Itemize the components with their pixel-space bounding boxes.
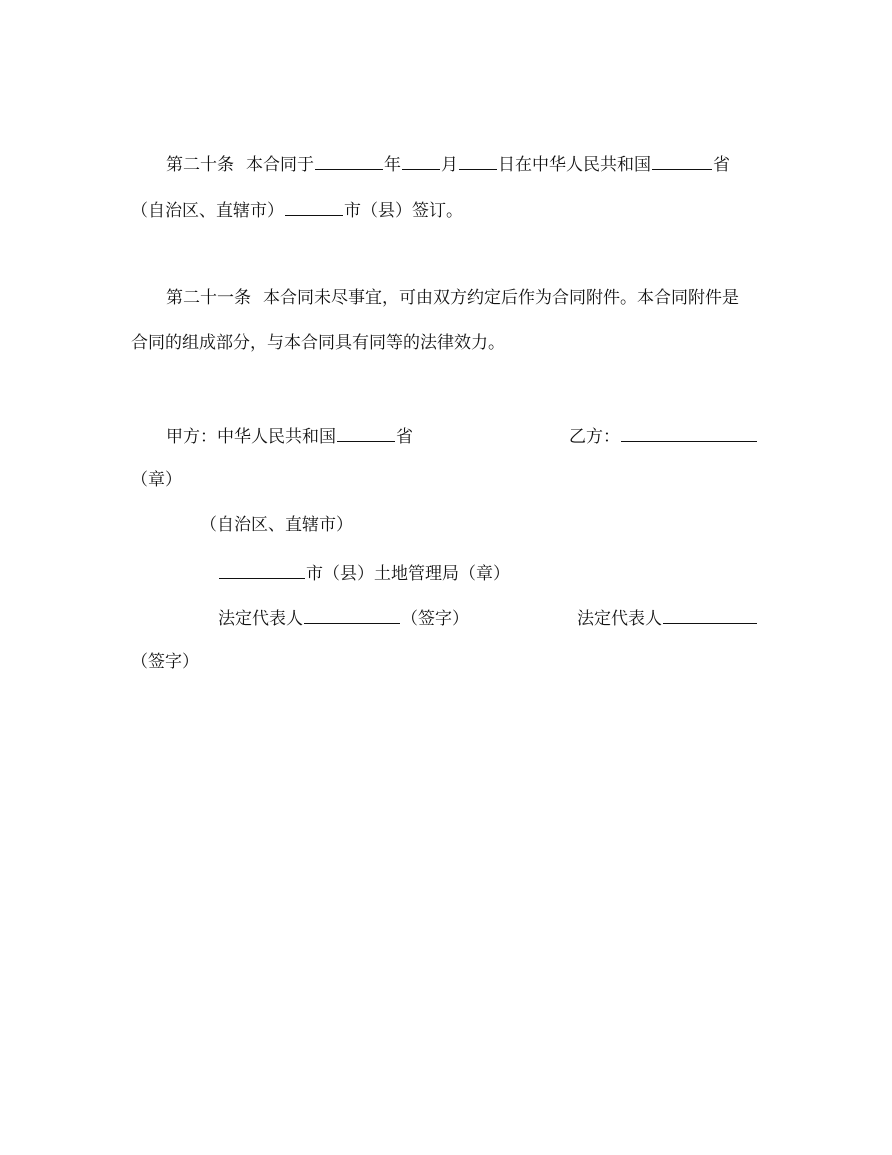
rep-a-blank: [304, 608, 400, 624]
article-21-line-1: [166, 290, 739, 307]
article-21-line-2: [131, 335, 505, 352]
party-a-line: [166, 426, 413, 446]
party-a-label: 甲方：中华人民共和国: [166, 427, 336, 447]
bureau-blank: [219, 563, 305, 579]
rep-b-label: 法定代表人: [577, 609, 662, 629]
party-b-blank: [621, 426, 757, 442]
seal-line: [131, 472, 182, 489]
article-20-label: 第二十条: [166, 155, 234, 175]
day-blank: [459, 154, 497, 170]
rep-a-label: 法定代表人: [218, 609, 303, 629]
region-line: [200, 517, 353, 534]
region-label: （自治区、直辖市）: [200, 515, 353, 535]
article-21-text-2: 合同的组成部分，与本合同具有同等的法律效力。: [131, 333, 505, 353]
province-label: 省: [713, 155, 730, 175]
province-blank: [652, 154, 712, 170]
year-blank: [315, 154, 383, 170]
month-blank: [402, 154, 440, 170]
year-label: 年: [384, 155, 401, 175]
sign-b-text: （签字）: [131, 652, 199, 672]
signing-text: 市（县）签订。: [344, 201, 463, 221]
party-b-label: 乙方：: [569, 427, 620, 447]
bureau-text: 市（县）土地管理局（章）: [306, 564, 510, 584]
rep-b-line: [577, 608, 758, 628]
article-21-text: 本合同未尽事宜，可由双方约定后作为合同附件。本合同附件是: [263, 288, 739, 308]
party-a-province: 省: [396, 427, 413, 447]
party-a-province-blank: [337, 426, 395, 442]
article-21-label: 第二十一条: [166, 288, 251, 308]
sign-a-text: （签字）: [401, 609, 469, 629]
article-20-line-2: [131, 200, 463, 220]
sign-b-line: [131, 654, 199, 671]
party-b-line: [569, 426, 758, 446]
rep-b-blank: [663, 608, 757, 624]
article-20-text: 本合同于: [246, 155, 314, 175]
seal-text: （章）: [131, 470, 182, 490]
rep-a-line: [218, 608, 469, 628]
article-20-line-1: [166, 154, 730, 174]
bureau-line: [218, 563, 510, 583]
city-blank: [285, 200, 343, 216]
region-text: （自治区、直辖市）: [131, 201, 284, 221]
day-text: 日在中华人民共和国: [498, 155, 651, 175]
month-label: 月: [441, 155, 458, 175]
